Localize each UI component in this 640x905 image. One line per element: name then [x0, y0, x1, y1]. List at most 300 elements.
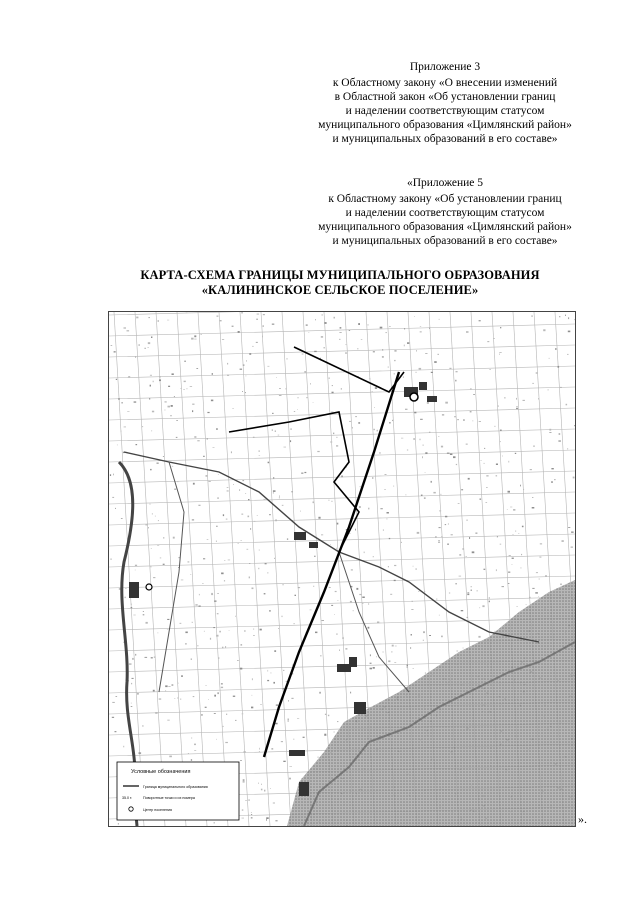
terrain-speck	[469, 537, 470, 539]
terrain-speck	[285, 388, 286, 389]
terrain-speck	[413, 668, 414, 669]
terrain-speck	[272, 413, 273, 414]
terrain-speck	[226, 714, 227, 715]
terrain-speck	[529, 597, 531, 599]
terrain-speck	[358, 422, 360, 424]
terrain-speck	[136, 317, 138, 319]
terrain-speck	[193, 483, 195, 485]
terrain-speck	[241, 644, 243, 645]
terrain-speck	[259, 748, 260, 750]
terrain-speck	[441, 537, 442, 538]
terrain-speck	[243, 365, 245, 366]
terrain-speck	[124, 427, 126, 428]
terrain-speck	[567, 354, 568, 355]
terrain-speck	[356, 588, 358, 590]
terrain-speck	[419, 368, 422, 370]
terrain-speck	[168, 386, 170, 387]
terrain-speck	[486, 502, 488, 503]
terrain-speck	[300, 511, 301, 512]
terrain-speck	[401, 438, 403, 439]
terrain-speck	[424, 497, 426, 499]
terrain-speck	[261, 789, 263, 791]
terrain-speck	[155, 516, 156, 517]
terrain-speck	[116, 379, 117, 380]
terrain-speck	[507, 509, 508, 510]
terrain-speck	[571, 532, 574, 533]
terrain-speck	[487, 341, 489, 342]
terrain-speck	[536, 572, 538, 573]
grid-line	[109, 324, 575, 336]
terrain-speck	[132, 678, 134, 679]
terrain-speck	[259, 455, 261, 456]
terrain-speck	[380, 327, 383, 329]
terrain-speck	[303, 737, 305, 738]
terrain-speck	[512, 558, 514, 559]
terrain-speck	[127, 411, 129, 412]
terrain-speck	[389, 538, 390, 539]
terrain-speck	[486, 476, 488, 477]
terrain-speck	[287, 539, 288, 540]
terrain-speck	[522, 526, 524, 528]
terrain-speck	[330, 442, 332, 443]
terrain-speck	[257, 314, 260, 315]
terrain-speck	[357, 348, 358, 349]
terrain-speck	[249, 563, 250, 564]
terrain-speck	[269, 610, 270, 612]
terrain-speck	[258, 783, 259, 784]
terrain-speck	[245, 800, 247, 801]
terrain-speck	[573, 477, 575, 479]
terrain-speck	[158, 520, 159, 521]
terrain-speck	[207, 439, 208, 440]
terrain-speck	[132, 658, 134, 660]
terrain-speck	[512, 534, 513, 535]
terrain-speck	[279, 497, 280, 498]
terrain-speck	[279, 388, 281, 389]
terrain-speck	[124, 328, 127, 329]
legend-title: Условные обозначения	[131, 769, 191, 775]
grid-line	[109, 408, 575, 420]
terrain-speck	[508, 461, 509, 463]
terrain-speck	[423, 640, 424, 641]
terrain-speck	[250, 528, 251, 530]
terrain-speck	[499, 354, 500, 355]
terrain-speck	[320, 358, 321, 359]
terrain-speck	[516, 530, 517, 532]
terrain-speck	[260, 705, 261, 706]
terrain-speck	[373, 556, 374, 557]
terrain-speck	[252, 678, 253, 680]
terrain-speck	[330, 544, 331, 545]
terrain-speck	[463, 648, 464, 649]
terrain-speck	[273, 682, 275, 684]
terrain-speck	[450, 454, 453, 455]
terrain-speck	[298, 587, 300, 588]
terrain-speck	[186, 313, 188, 314]
terrain-speck	[499, 352, 501, 353]
terrain-speck	[291, 698, 293, 699]
terrain-speck	[228, 560, 230, 561]
map-drawing	[109, 312, 575, 826]
terrain-speck	[383, 529, 384, 531]
terrain-speck	[128, 376, 130, 378]
terrain-speck	[267, 366, 269, 367]
terrain-speck	[420, 419, 423, 420]
terrain-speck	[331, 501, 332, 502]
terrain-speck	[413, 566, 414, 567]
terrain-speck	[248, 800, 250, 801]
terrain-speck	[543, 329, 545, 331]
terrain-speck	[519, 533, 520, 534]
terrain-speck	[392, 651, 393, 652]
terrain-speck	[269, 514, 271, 515]
terrain-speck	[494, 338, 495, 339]
terrain-speck	[197, 441, 199, 442]
terrain-speck	[339, 332, 341, 333]
terrain-speck	[223, 726, 224, 727]
terrain-speck	[477, 590, 478, 592]
terrain-speck	[339, 650, 340, 651]
terrain-speck	[224, 580, 225, 581]
terrain-speck	[142, 725, 143, 727]
terrain-speck	[268, 462, 270, 464]
terrain-speck	[150, 375, 152, 376]
terrain-speck	[338, 600, 339, 601]
terrain-speck	[521, 554, 522, 555]
terrain-speck	[190, 386, 192, 387]
terrain-speck	[246, 361, 247, 362]
terrain-speck	[290, 429, 292, 430]
terrain-speck	[237, 660, 239, 661]
terrain-speck	[392, 420, 393, 421]
terrain-speck	[257, 515, 258, 516]
terrain-speck	[225, 742, 228, 743]
terrain-speck	[345, 344, 346, 345]
terrain-speck	[125, 597, 126, 598]
terrain-speck	[453, 456, 456, 458]
terrain-speck	[319, 692, 320, 694]
terrain-speck	[340, 327, 342, 329]
terrain-speck	[360, 486, 361, 487]
terrain-speck	[151, 337, 152, 339]
terrain-speck	[551, 468, 553, 469]
terrain-speck	[467, 594, 469, 596]
terrain-speck	[134, 401, 137, 402]
terrain-speck	[135, 654, 136, 656]
terrain-speck	[203, 456, 205, 457]
settlement-center-marker	[410, 393, 418, 401]
terrain-speck	[248, 499, 250, 500]
terrain-speck	[520, 485, 521, 487]
terrain-speck	[532, 497, 533, 498]
boundary-map	[108, 311, 576, 827]
terrain-speck	[178, 481, 179, 482]
terrain-speck	[456, 464, 457, 465]
terrain-speck	[184, 381, 186, 382]
terrain-speck	[412, 601, 413, 602]
terrain-speck	[403, 376, 404, 378]
terrain-speck	[351, 569, 353, 570]
terrain-speck	[192, 519, 194, 520]
terrain-speck	[307, 397, 308, 398]
terrain-speck	[406, 495, 407, 496]
terrain-speck	[433, 492, 435, 494]
terrain-speck	[240, 369, 243, 370]
terrain-speck	[425, 452, 427, 454]
terrain-speck	[429, 328, 430, 329]
terrain-speck	[405, 409, 408, 410]
terrain-speck	[244, 751, 246, 753]
terrain-speck	[243, 781, 245, 783]
terrain-speck	[207, 412, 209, 413]
terrain-speck	[479, 421, 481, 422]
terrain-speck	[394, 373, 395, 374]
terrain-speck	[271, 673, 272, 674]
terrain-speck	[159, 376, 161, 377]
terrain-speck	[466, 444, 468, 445]
terrain-speck	[549, 429, 551, 431]
terrain-speck	[181, 675, 183, 676]
terrain-speck	[334, 614, 335, 615]
terrain-speck	[278, 628, 279, 629]
terrain-speck	[163, 564, 165, 565]
terrain-speck	[245, 392, 246, 393]
terrain-speck	[214, 822, 215, 823]
terrain-speck	[457, 419, 459, 420]
terrain-speck	[574, 319, 575, 320]
terrain-speck	[259, 550, 260, 551]
terrain-speck	[135, 565, 137, 567]
terrain-speck	[212, 373, 213, 375]
terrain-speck	[532, 383, 534, 384]
terrain-speck	[153, 381, 154, 383]
terrain-speck	[463, 419, 464, 421]
terrain-speck	[466, 331, 469, 333]
terrain-speck	[331, 605, 333, 606]
terrain-speck	[244, 630, 246, 631]
terrain-speck	[331, 412, 334, 413]
terrain-speck	[516, 406, 518, 407]
terrain-speck	[235, 616, 236, 617]
terrain-speck	[202, 583, 203, 584]
terrain-speck	[523, 400, 525, 401]
terrain-speck	[243, 779, 245, 780]
terrain-speck	[192, 404, 194, 405]
terrain-speck	[567, 448, 568, 450]
terrain-speck	[414, 316, 415, 317]
terrain-speck	[145, 348, 146, 349]
terrain-speck	[257, 319, 258, 320]
terrain-speck	[270, 788, 271, 789]
terrain-speck	[388, 660, 390, 662]
appendix-3-line: и наделении соответствующим статусом	[345, 105, 545, 117]
terrain-speck	[472, 551, 475, 553]
terrain-speck	[386, 519, 387, 520]
center-symbol-icon	[129, 807, 133, 811]
terrain-speck	[440, 494, 442, 495]
terrain-speck	[281, 741, 283, 742]
terrain-speck	[318, 517, 320, 519]
terrain-speck	[253, 437, 255, 438]
terrain-speck	[194, 744, 195, 746]
terrain-speck	[523, 489, 524, 490]
terrain-speck	[165, 690, 166, 691]
terrain-speck	[345, 648, 347, 650]
terrain-speck	[286, 359, 288, 360]
terrain-speck	[279, 496, 280, 497]
terrain-speck	[429, 635, 431, 636]
terrain-speck	[110, 474, 111, 476]
terrain-speck	[163, 456, 164, 457]
legend-point-label: 35.0 т.	[122, 796, 133, 800]
terrain-speck	[165, 685, 167, 687]
terrain-speck	[115, 508, 116, 509]
terrain-speck	[315, 319, 316, 320]
appendix-5-heading: «Приложение 5	[406, 177, 484, 189]
terrain-speck	[288, 700, 289, 701]
terrain-speck	[263, 314, 265, 315]
terrain-speck	[513, 509, 515, 510]
terrain-speck	[304, 371, 306, 372]
terrain-speck	[174, 489, 176, 491]
terrain-speck	[455, 380, 456, 382]
terrain-speck	[249, 353, 251, 355]
terrain-speck	[322, 620, 325, 621]
terrain-speck	[404, 328, 405, 330]
terrain-speck	[313, 402, 314, 403]
terrain-speck	[205, 707, 207, 708]
terrain-speck	[136, 444, 138, 445]
settlement-center-marker	[146, 584, 152, 590]
terrain-speck	[353, 610, 354, 611]
terrain-speck	[160, 558, 161, 559]
terrain-speck	[441, 636, 442, 638]
terrain-speck	[297, 718, 299, 719]
terrain-speck	[425, 672, 426, 674]
terrain-speck	[267, 573, 268, 574]
terrain-speck	[532, 588, 534, 589]
grid-line	[109, 450, 575, 462]
terrain-speck	[275, 820, 277, 821]
terrain-speck	[449, 368, 451, 370]
terrain-speck	[150, 469, 152, 470]
terrain-speck	[272, 324, 275, 325]
terrain-speck	[217, 593, 218, 594]
terrain-speck	[386, 332, 387, 333]
terrain-speck	[377, 622, 379, 624]
terrain-speck	[207, 539, 209, 540]
terrain-speck	[121, 402, 123, 403]
terrain-speck	[233, 484, 234, 485]
terrain-speck	[180, 388, 181, 389]
terrain-speck	[370, 654, 371, 656]
terrain-speck	[231, 451, 232, 453]
terrain-speck	[192, 622, 193, 623]
terrain-speck	[295, 595, 297, 596]
terrain-speck	[389, 326, 391, 327]
terrain-speck	[263, 499, 265, 500]
terrain-speck	[153, 577, 155, 578]
terrain-speck	[241, 312, 243, 314]
terrain-speck	[554, 479, 556, 480]
grid-line	[109, 597, 575, 609]
terrain-speck	[204, 631, 205, 632]
terrain-speck	[394, 360, 396, 361]
terrain-speck	[180, 623, 182, 624]
terrain-speck	[350, 601, 352, 602]
terrain-speck	[294, 623, 295, 624]
terrain-speck	[267, 680, 269, 681]
terrain-speck	[407, 342, 409, 344]
terrain-speck	[565, 315, 566, 316]
terrain-speck	[438, 436, 439, 437]
terrain-speck	[116, 696, 118, 697]
terrain-speck	[390, 594, 392, 595]
appendix-3-heading: Приложение 3	[409, 61, 481, 73]
terrain-speck	[508, 491, 511, 493]
terrain-speck	[358, 323, 360, 325]
terrain-speck	[190, 574, 191, 575]
terrain-speck	[324, 734, 326, 736]
terrain-speck	[445, 402, 448, 404]
terrain-speck	[213, 627, 215, 628]
terrain-speck	[133, 615, 135, 616]
terrain-speck	[259, 751, 260, 752]
terrain-speck	[235, 720, 236, 721]
terrain-speck	[445, 516, 447, 518]
terrain-speck	[489, 597, 490, 598]
terrain-speck	[539, 557, 541, 558]
terrain-speck	[233, 696, 235, 697]
terrain-speck	[559, 316, 560, 317]
terrain-speck	[127, 330, 130, 331]
terrain-speck	[154, 657, 156, 658]
terrain-speck	[172, 373, 174, 375]
appendix-3-line: муниципального образования «Цимлянский район»	[318, 119, 572, 131]
terrain-speck	[540, 543, 542, 544]
terrain-speck	[377, 430, 378, 432]
terrain-speck	[112, 497, 114, 498]
terrain-speck	[169, 756, 172, 758]
terrain-speck	[321, 655, 322, 656]
terrain-speck	[548, 390, 549, 391]
terrain-speck	[382, 356, 384, 358]
terrain-speck	[502, 586, 505, 587]
terrain-speck	[206, 475, 208, 477]
grid-line	[109, 513, 575, 525]
terrain-speck	[183, 389, 184, 390]
terrain-speck	[275, 520, 277, 522]
terrain-speck	[253, 635, 255, 636]
terrain-speck	[118, 823, 119, 825]
terrain-speck	[302, 354, 304, 355]
terrain-speck	[213, 447, 215, 448]
terrain-speck	[196, 368, 198, 369]
terrain-speck	[309, 332, 310, 333]
terrain-speck	[251, 695, 252, 696]
terrain-speck	[337, 634, 338, 635]
terrain-speck	[155, 712, 157, 713]
terrain-speck	[439, 527, 441, 528]
terrain-speck	[242, 391, 243, 392]
terrain-speck	[217, 497, 219, 498]
terrain-speck	[536, 372, 538, 373]
terrain-speck	[343, 637, 344, 639]
terrain-speck	[216, 541, 217, 542]
terrain-speck	[445, 524, 446, 525]
terrain-speck	[359, 506, 361, 507]
terrain-speck	[411, 609, 413, 610]
